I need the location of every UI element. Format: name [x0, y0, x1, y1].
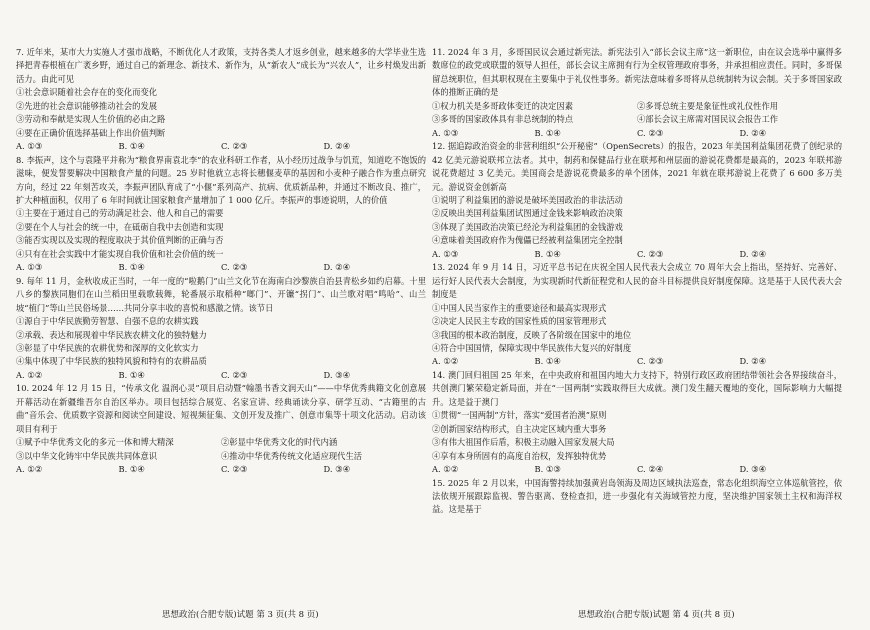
statement-item: ④符合中国国情，保障实现中华民族伟大复兴的好制度 — [432, 342, 632, 353]
statement-item: ②要在个人与社会的统一中，在砥砺自我中去创造和实现 — [16, 221, 224, 232]
answer-choices — [432, 355, 842, 368]
answer-choice: A. ①③ — [432, 127, 459, 138]
answer-choice: A. ①② — [16, 464, 43, 475]
answer-choice: A. ①② — [432, 464, 459, 475]
question-block — [432, 261, 842, 369]
answer-choices — [16, 369, 426, 382]
answer-choice: C. ②③ — [637, 248, 664, 259]
answer-choice: A. ①② — [432, 356, 459, 367]
statement-item: ①权力机关是多哥政体变迁的决定因素 — [432, 100, 574, 111]
answer-choice: C. ②③ — [221, 464, 248, 475]
statement-pair-row — [432, 113, 842, 126]
question-block — [16, 46, 426, 154]
right-column — [432, 46, 842, 517]
answer-choice: D. ②④ — [739, 127, 767, 138]
footer-right: 思想政治(合肥专版)试题 第 4 页(共 8 页) — [578, 610, 735, 620]
statement-item: ④推动中华优秀传统文化适应现代生活 — [221, 450, 363, 461]
answer-choice: D. ②④ — [739, 356, 767, 367]
statement-item: ①源自于中华民族勤劳智慧、自强不息的农耕实践 — [16, 316, 199, 327]
question-block — [432, 140, 842, 261]
answer-choice: B. ①④ — [118, 262, 145, 273]
answer-choice: D. ②④ — [323, 141, 351, 152]
statement-item: ③以中华文化铸牢中华民族共同体意识 — [16, 450, 158, 461]
statement-item: ③体现了美国政治决策已经沦为利益集团的金钱游戏 — [432, 221, 623, 232]
question-block — [432, 369, 842, 477]
answer-choice: A. ①③ — [16, 262, 43, 273]
answer-choices — [16, 261, 426, 274]
answer-choice: A. ①③ — [432, 248, 459, 259]
question-block — [432, 477, 842, 517]
answer-choice: B. ①④ — [534, 356, 561, 367]
statement-item: ②创新国家结构形式，自主决定区域内重大事务 — [432, 423, 607, 434]
statement-item: ③能否实现以及实现的程度取决于其价值判断的正确与否 — [16, 235, 224, 246]
statement-pair-row — [16, 436, 426, 449]
question-stem: 7. 近年来，某市大力实施人才强市战略，不断优化人才政策，支持各类人才返乡创业，越来越多的大学毕业生选择把青春根植在广袤乡野，通过自己的新理念、新技术、新作为，从“新农人”成长为“兴农人”，让乡村焕发出新活力。由此可见 — [16, 47, 426, 84]
statement-pair-row — [432, 100, 842, 113]
statement-item: ③彰显了中华民族的农耕优势和深厚的文化软实力 — [16, 342, 199, 353]
answer-choice: C. ②③ — [221, 141, 248, 152]
answer-choice: D. ②④ — [739, 248, 767, 259]
answer-choice: A. ①③ — [16, 141, 43, 152]
statement-item: ③多哥的国家政体具有非总统制的特点 — [432, 114, 574, 125]
statement-item: ①主要在于通过自己的劳动满足社会、他人和自己的需要 — [16, 208, 224, 219]
question-stem: 8. 李振声，这个与袁隆平并称为“粮食界南袁北李”的农业科研工作者，从小经历过战争与饥荒，知道吃不饱饭的滋味，便发誓要解决中国粮食产量的问题。25 岁时他就立志将长穗偃麦草的基因和小麦种子融合作为重点研究方向，经过 22 年刻苦攻关，李振声团队育成了“小偃”系列高产、抗病、优质新品种，并通过不断改良、推广，扩大种植面积，仅用了 6 年时间就让国家粮食产量增加了 1 000 亿斤。李振声的事迹说明，人的价值 — [16, 154, 426, 205]
statement-item: ②反映出美国利益集团试图通过金钱来影响政治决策 — [432, 208, 623, 219]
statement-item: ④集中体现了中华民族的独特风貌和特有的农耕品质 — [16, 356, 207, 367]
question-stem: 12. 据追踪政治资金的非营利组织“公开秘密”（OpenSecrets）的报告，2023 年美国利益集团花费了创纪录的 42 亿美元游说联邦立法者。其中，制药和保健品行业在联邦和州层面的游说花费都是最高的，2023 年联邦游说花费超过 3 亿美元。美国商会是游说花费最多的单个团体，2021 年就在联邦游说上花费了 6 600 多万美元。游说资金创新高 — [432, 141, 842, 192]
statement-item: ①社会意识随着社会存在的变化而变化 — [16, 87, 158, 98]
answer-choice: B. ①④ — [534, 248, 561, 259]
statement-item: ①贯彻“一国两制”方针，落实“爱国者治澳”原则 — [432, 410, 607, 421]
statement-item: ④要在正确价值选择基础上作出价值判断 — [16, 127, 166, 138]
answer-choice: D. ②④ — [323, 262, 351, 273]
answer-choice: D. ③④ — [739, 464, 767, 475]
answer-choice: C. ②③ — [637, 356, 664, 367]
statement-item: ②多哥总统主要是象征性或礼仪性作用 — [637, 100, 779, 111]
answer-choice: B. ①③ — [534, 464, 561, 475]
answer-choices — [432, 463, 842, 476]
left-column — [16, 46, 426, 477]
answer-choice: A. ①② — [16, 369, 43, 380]
statement-item: ④享有本身所固有的高度自治权，发挥独特优势 — [432, 450, 607, 461]
question-block — [16, 275, 426, 383]
statement-item: ②决定人民民主专政的国家性质的国家管理形式 — [432, 316, 607, 327]
answer-choices — [432, 127, 842, 140]
answer-choice: D. ③④ — [323, 369, 351, 380]
statement-item: ①说明了利益集团的游说是破坏美国政治的非法活动 — [432, 194, 623, 205]
answer-choice: B. ①④ — [118, 141, 145, 152]
footer-left: 思想政治(合肥专版)试题 第 3 页(共 8 页) — [162, 610, 319, 620]
statement-item: ①中国人民当家作主的重要途径和最高实现形式 — [432, 302, 607, 313]
answer-choice: B. ①④ — [534, 127, 561, 138]
statement-item: ②彰显中华优秀文化的时代内涵 — [221, 437, 338, 448]
question-block — [16, 154, 426, 275]
answer-choice: C. ②③ — [221, 369, 248, 380]
answer-choice: D. ③④ — [323, 464, 351, 475]
question-stem: 13. 2024 年 9 月 14 日，习近平总书记在庆祝全国人民代表大会成立 70 周年大会上指出，坚持好、完善好、运行好人民代表大会制度，为实现新时代新征程党和人民的奋斗目标提供良好制度保障。这是基于人民代表大会制度是 — [432, 262, 842, 300]
question-stem: 11. 2024 年 3 月，多哥国民议会通过新宪法。新宪法引入“部长会议主席”这一新职位，由在议会选举中赢得多数席位的政党或联盟的领导人担任，部长会议主席拥有行为全权管理政府事务，并承担相应责任。同时，多哥保留总统职位，但其职权现在主要集中于礼仪性事务。新宪法意味着多哥将从总统制转为议会制。关于多哥国家政体的推断正确的是 — [432, 47, 842, 98]
question-block — [432, 46, 842, 140]
statement-item: ③劳动和奉献是实现人生价值的必由之路 — [16, 114, 166, 125]
answer-choices — [16, 140, 426, 153]
statement-item: ②承载、表达和展现着中华民族农耕文化的独特魅力 — [16, 329, 207, 340]
statement-item: ②先进的社会意识能够推动社会的发展 — [16, 100, 158, 111]
answer-choice: C. ②④ — [637, 464, 664, 475]
statement-item: ①赋予中华优秀文化的多元一体和博大精深 — [16, 437, 174, 448]
statement-item: ③我国的根本政治制度，反映了各阶级在国家中的地位 — [432, 329, 632, 340]
statement-item: ④只有在社会实践中才能实现自我价值和社会价值的统一 — [16, 248, 224, 259]
answer-choice: C. ②③ — [221, 262, 248, 273]
statement-item: ④部长会议主席需对国民议会报告工作 — [637, 114, 779, 125]
answer-choice: C. ②③ — [637, 127, 664, 138]
statement-item: ④意味着美国政府作为傀儡已经被利益集团完全控制 — [432, 235, 623, 246]
answer-choices — [16, 463, 426, 476]
answer-choice: B. ①④ — [118, 464, 145, 475]
statement-pair-row — [16, 450, 426, 463]
answer-choices — [432, 248, 842, 261]
question-stem: 15. 2025 年 2 月以来，中国海警持续加强黄岩岛领海及周边区域执法巡查，常态化组织海空立体巡航管控，依法依规开展跟踪监视、警告驱离、登检查扣，进一步强化有关海域管控力度，坚决维护国家领土主权和海洋权益。这是基于 — [432, 477, 842, 515]
question-stem: 9. 每年 11 月，金秋收成正当时，一年一度的“啦鹅门”山兰文化节在海南白沙黎族自治县青松乡如约启幕。十里八乡的黎族同胞们在山兰稻田里载歌载舞，轮番展示取稻种“啷门”、开镰“拐门”、山兰歌对唱“鸣哈”、山兰坡“植门”等山兰民俗场景……共同分享丰收的喜悦和感激之情。该节日 — [16, 275, 426, 313]
answer-choice: B. ①④ — [118, 369, 145, 380]
question-block — [16, 382, 426, 476]
question-stem: 14. 澳门回归祖国 25 年来，在中央政府和祖国内地大力支持下，特别行政区政府团结带领社会各界接续奋斗，共创澳门繁荣稳定新局面，并在“一国两制”实践取得巨大成就。澳门发生翻天覆地的变化，国际影响力大幅提升。这是益于澳门 — [432, 369, 842, 407]
question-stem: 10. 2024 年 12 月 15 日，“传承文化 温润心灵”项目启动暨“翰墨书香文润天山”——中华优秀典籍文化创意展开幕活动在新疆维吾尔自治区举办。项目包括综合展览、名家宣讲、经典诵读分享、研学互动、“古籍里的古曲”音乐会、优质数字资源和阅读空间建设、短视频征集、文创开发及推广、创意市集等十项文化活动。启动该项目有利于 — [16, 383, 426, 434]
statement-item: ③有伟大祖国作后盾，积极主动融入国家发展大局 — [432, 437, 615, 448]
